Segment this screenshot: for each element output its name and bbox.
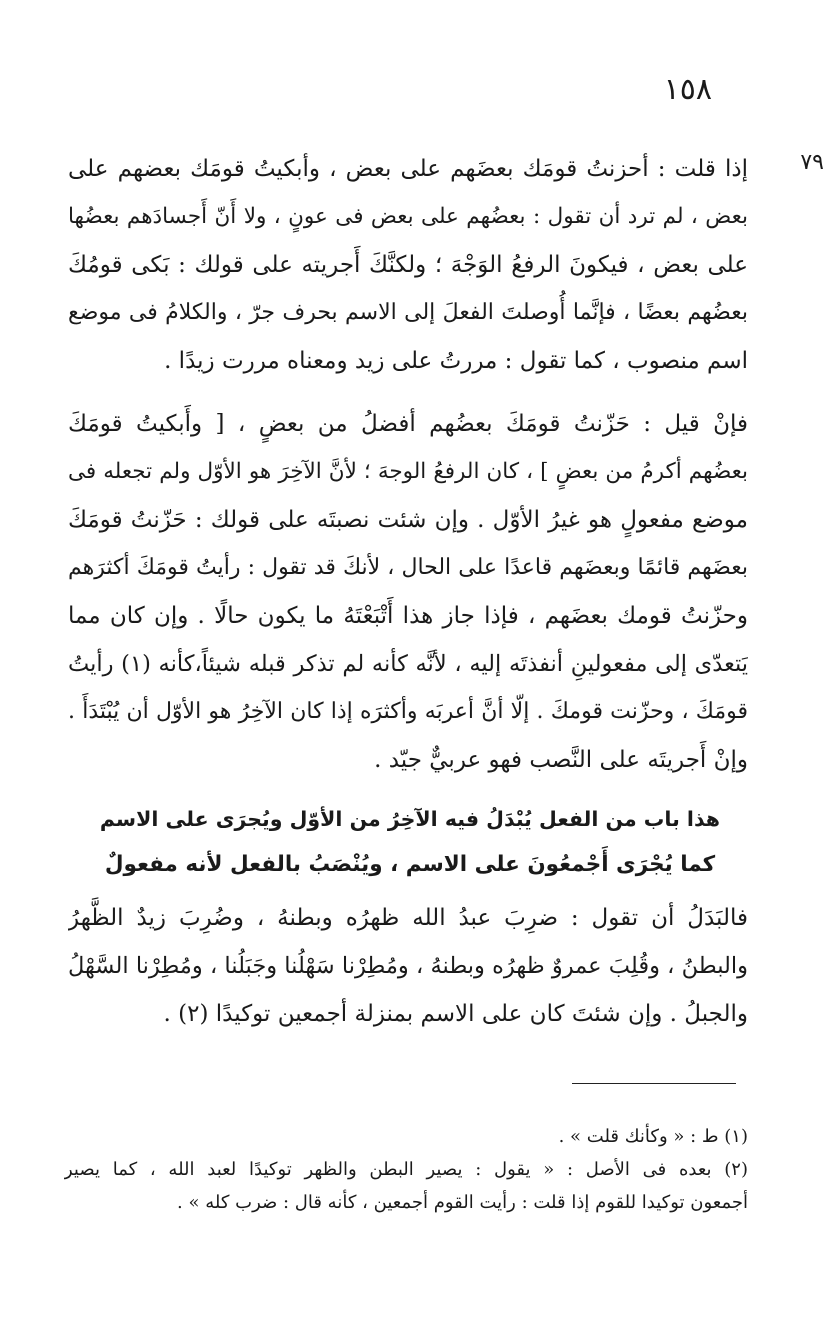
heading-line: هذا باب من الفعل يُبْدَلُ فيه الآخِرُ من الأوّل ويُجرَى على الاسم bbox=[100, 807, 720, 831]
text-line: والبطنُ ، وقُلِبَ عمروٌ ظهرُه وبطنهُ ، ومُطِرْنا سَهْلُنا وجَبَلُنا ، ومُطِرْنا السَّهْلُ bbox=[68, 953, 748, 979]
heading-line: كما يُجْرَى أَجْمعُونَ على الاسم ، ويُنْصَبُ بالفعل لأنه مفعولٌ bbox=[104, 852, 716, 877]
text-line: فإنْ قيل : حَزّنتُ قومَكَ بعضُهم أفضلُ من بعضٍ ، [ وأَبكيتُ قومَكَ bbox=[68, 411, 748, 437]
page-number: ١٥٨ bbox=[663, 72, 712, 107]
footnotes bbox=[64, 1120, 748, 1219]
text-line: اسم منصوب ، كما تقول : مررتُ على زيد ومعناه مررت زيدًا . bbox=[164, 348, 748, 374]
paragraph-number: ٧٩ bbox=[800, 150, 824, 175]
text-line: على بعض ، فيكونَ الرفعُ الوَجْهَ ؛ ولكنَّكَ أَجريته على قولك : بَكى قومُكَ bbox=[68, 252, 748, 278]
text-line: موضع مفعولٍ هو غيرُ الأوّل . وإن شئت نصبتَه على قولك : حَزّنتُ قومَكَ bbox=[68, 507, 748, 533]
text-line: يَتعدّى إلى مفعولينِ أنفذتَه إليه ، لأنَّه كأنه لم تذكر قبله شيئاً،كأنه (١) رأيتُ bbox=[68, 651, 748, 677]
paragraph-3 bbox=[68, 894, 748, 1038]
chapter-heading bbox=[100, 796, 720, 888]
footnote: (١) ط : « وكأنك قلت » . bbox=[558, 1126, 748, 1147]
text-line: بعض ، لم ترد أن تقول : بعضُهم على بعض فى عونٍ ، ولا أَنّ أَجسادَهم بعضُها bbox=[68, 204, 748, 229]
text-line: بعضُهم أكرمُ من بعضٍ ] ، كان الرفعُ الوجهَ ؛ لأنَّ الآخِرَ هو الأوّل ولم تجعله فى bbox=[68, 459, 748, 484]
text-line: قومَكَ ، وحزّنت قومكَ . إلّا أنَّ أعربَه وأكثرَه إذا كان الآخِرُ هو الأوّل أن يُبْتَدَأَ . bbox=[68, 699, 748, 724]
text-line: إذا قلت : أحزنتُ قومَك بعضَهم على بعض ، وأبكيتُ قومَك بعضهم على bbox=[68, 156, 748, 182]
text-line: وحزّنتُ قومك بعضَهم ، فإذا جاز هذا أَتْبَعْتَهُ ما يكون حالًا . وإن كان مما bbox=[68, 603, 748, 629]
paragraph-1 bbox=[68, 145, 748, 385]
text-line: بعضُهم بعضًا ، فإنَّما أُوصلتَ الفعلَ إلى الاسم بحرف جرّ ، والكلامُ فى موضع bbox=[68, 300, 748, 325]
text-line: فالبَدَلُ أن تقول : ضرِبَ عبدُ الله ظهرُه وبطنهُ ، وضُرِبَ زيدٌ الظَّهرُ bbox=[68, 905, 748, 931]
text-line: وإنْ أَجريتَه على النَّصب فهو عربيٌّ جيّد . bbox=[374, 747, 748, 773]
text-line: والجبلُ . وإن شئتَ كان على الاسم بمنزلة أجمعين توكيدًا (٢) . bbox=[163, 1001, 748, 1027]
paragraph-2 bbox=[68, 400, 748, 784]
text-line: بعضَهم قائمًا وبعضَهم قاعدًا على الحال ، لأنكَ قد تقول : رأيتُ قومَكَ أكثرَهم bbox=[68, 555, 748, 580]
footnote: (٢) بعده فى الأصل : « يقول : يصير البطن والظهر توكيدًا لعبد الله ، كما يصير bbox=[64, 1159, 748, 1180]
footnote-divider bbox=[572, 1083, 736, 1084]
footnote: أجمعون توكيدا للقوم إذا قلت : رأيت القوم أجمعين ، كأنه قال : ضرب كله » . bbox=[177, 1192, 748, 1213]
